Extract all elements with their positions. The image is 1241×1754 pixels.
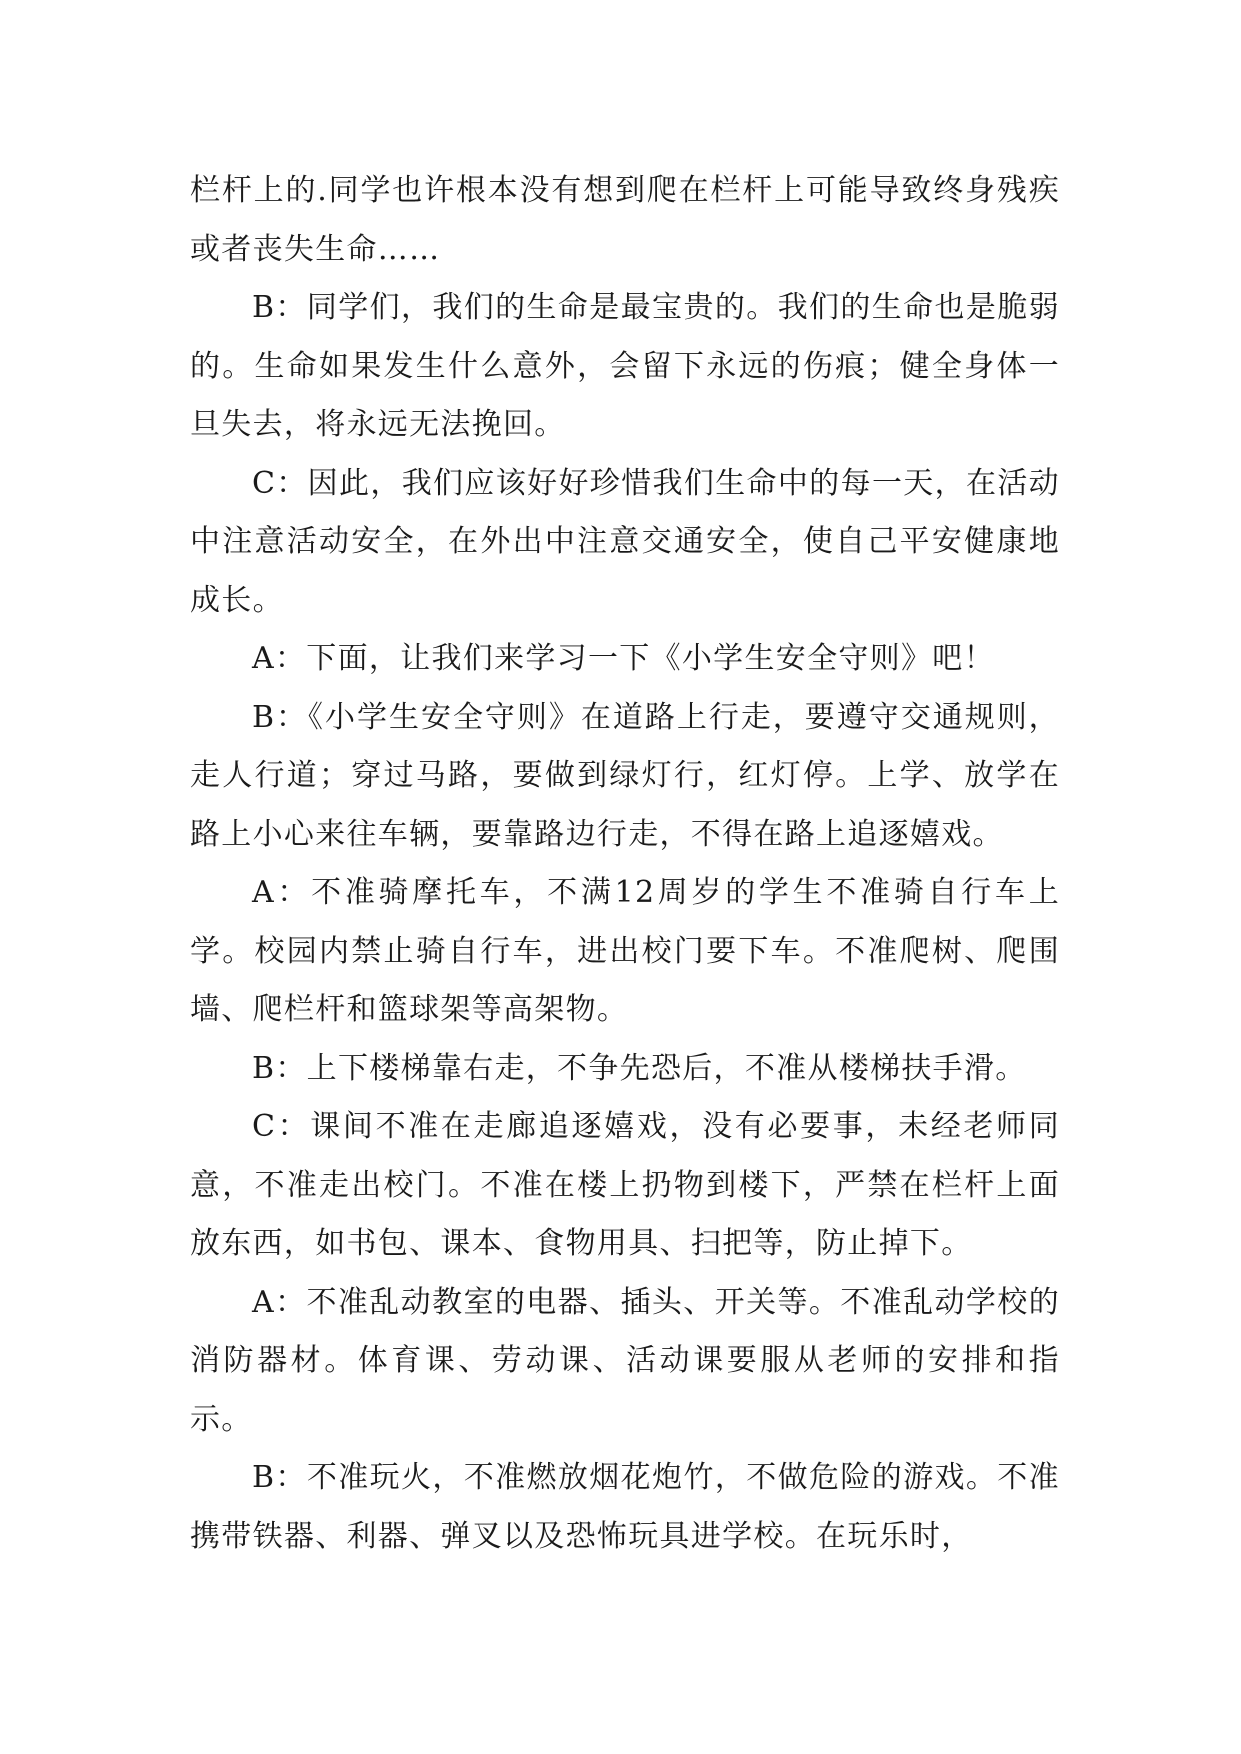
paragraph-c-cherish-life: C：因此，我们应该好好珍惜我们生命中的每一天，在活动中注意活动安全，在外出中注意交通安全，使自己平安健康地成长。 [190,465,1060,618]
paragraph-b-life-precious: B：同学们，我们的生命是最宝贵的。我们的生命也是脆弱的。生命如果发生什么意外，会留下永远的伤痕；健全身体一旦失去，将永远无法挽回。 [190,290,1060,442]
paragraph-b-traffic-rules: B：《小学生安全守则》在道路上行走，要遵守交通规则，走人行道；穿过马路，要做到绿灯行，红灯停。上学、放学在路上小心来往车辆，要靠路边行走，不得在路上追逐嬉戏。 [190,699,1060,852]
paragraph-a-learn-rules: A：下面，让我们来学习一下《小学生安全守则》吧！ [252,641,995,676]
document-body [190,162,1060,1566]
paragraph-continuation: 栏杆上的.同学也许根本没有想到爬在栏杆上可能导致终身残疾或者丧失生命…… [190,173,1060,267]
paragraph-c-corridor-rules: C：课间不准在走廊追逐嬉戏，没有必要事，未经老师同意，不准走出校门。不准在楼上扔物到楼下，严禁在栏杆上面放东西，如书包、课本、食物用具、扫把等，防止掉下。 [190,1109,1060,1261]
paragraph-b-fire-rules: B：不准玩火，不准燃放烟花炮竹，不做危险的游戏。不准携带铁器、利器、弹叉以及恐怖玩具进学校。在玩乐时， [190,1460,1060,1554]
paragraph-a-equipment-rules: A：不准乱动教室的电器、插头、开关等。不准乱动学校的消防器材。体育课、劳动课、活动课要服从老师的安排和指示。 [190,1284,1060,1437]
paragraph-a-bicycle-rules: A：不准骑摩托车，不满12周岁的学生不准骑自行车上学。校园内禁止骑自行车，进出校门要下车。不准爬树、爬围墙、爬栏杆和篮球架等高架物。 [190,875,1060,1027]
paragraph-b-stairs-rules: B：上下楼梯靠右走，不争先恐后，不准从楼梯扶手滑。 [252,1050,1027,1086]
